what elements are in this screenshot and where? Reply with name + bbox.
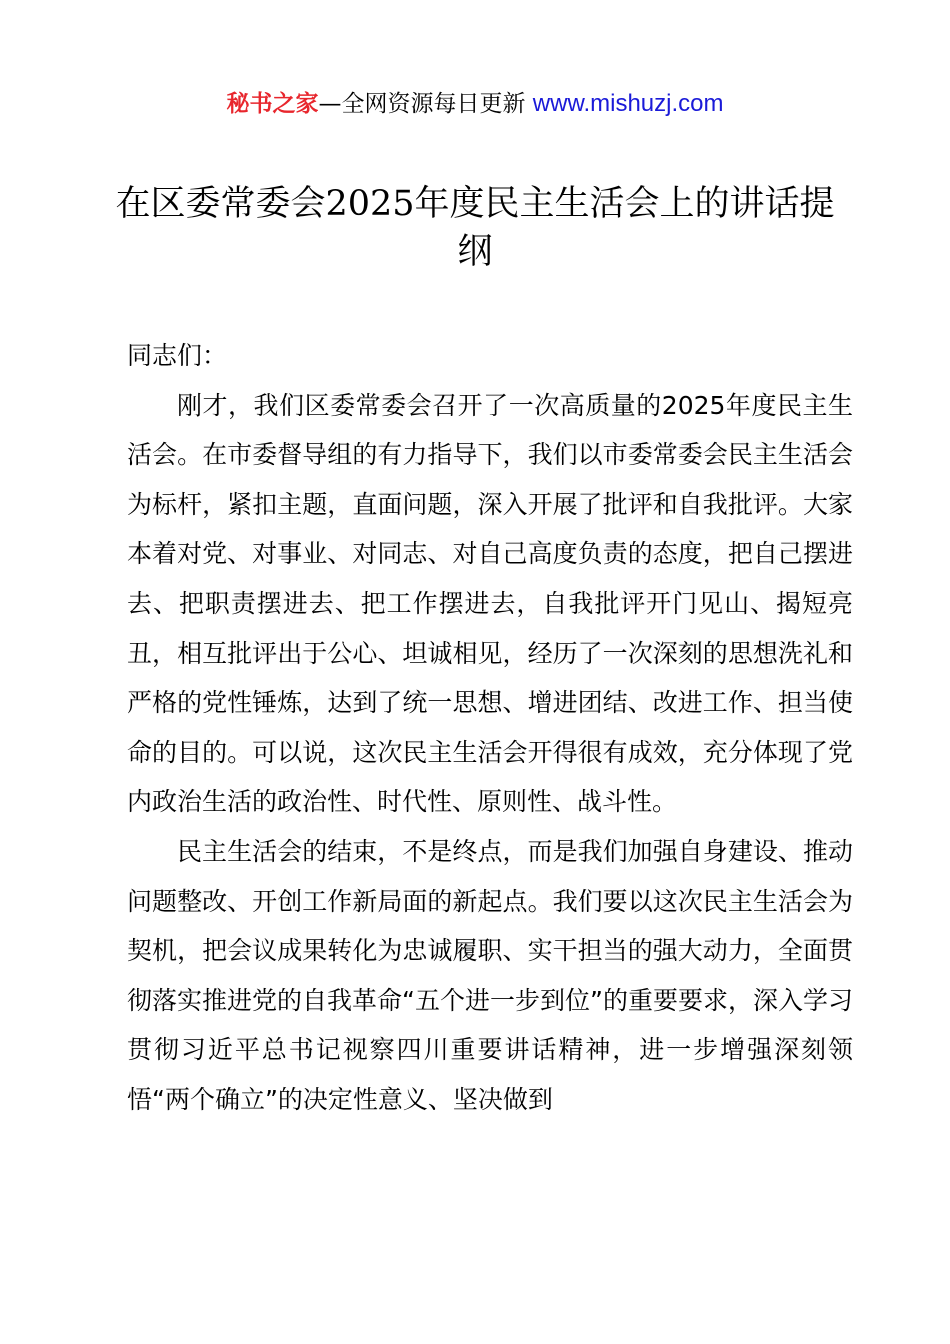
salutation: 同志们： (127, 341, 228, 370)
body-paragraph-2: 民主生活会的结束，不是终点，而是我们加强自身建设、推动问题整改、开创工作新局面的新起点。我们要以这次民主生活会为契机，把会议成果转化为忠诚履职、实干担当的强大动力，全面贯彻落实推进党的自我革命“五个进一步到位”的重要要求，深入学习贯彻习近平总书记视察四川重要讲话精神，进一步增强深刻领悟“两个确立”的决定性意义、坚决做到 (127, 836, 853, 1114)
site-url-link[interactable]: www.mishuzj.com (532, 90, 724, 117)
body-paragraph-1: 刚才，我们区委常委会召开了一次高质量的2025年度民主生活会。在市委督导组的有力指导下，我们以市委常委会民主生活会为标杆，紧扣主题，直面问题，深入开展了批评和自我批评。大家本着对党、对事业、对同志、对自己高度负责的态度，把自己摆进去、把职责摆进去、把工作摆进去，自我批评开门见山、揭短亮丑，相互批评出于公心、坦诚相见，经历了一次深刻的思想洗礼和严格的党性锤炼，达到了统一思想、增进团结、改进工作、担当使命的目的。可以说，这次民主生活会开得很有成效，充分体现了党内政治生活的政治性、时代性、原则性、战斗性。 (127, 390, 853, 817)
brand-name: 秘书之家 (226, 91, 319, 117)
document-body (127, 331, 853, 1125)
site-header (0, 88, 950, 120)
header-tagline: —全网资源每日更新 (318, 91, 533, 117)
document-title: 在区委常委会2025年度民主生活会上的讲话提纲 (115, 184, 835, 272)
